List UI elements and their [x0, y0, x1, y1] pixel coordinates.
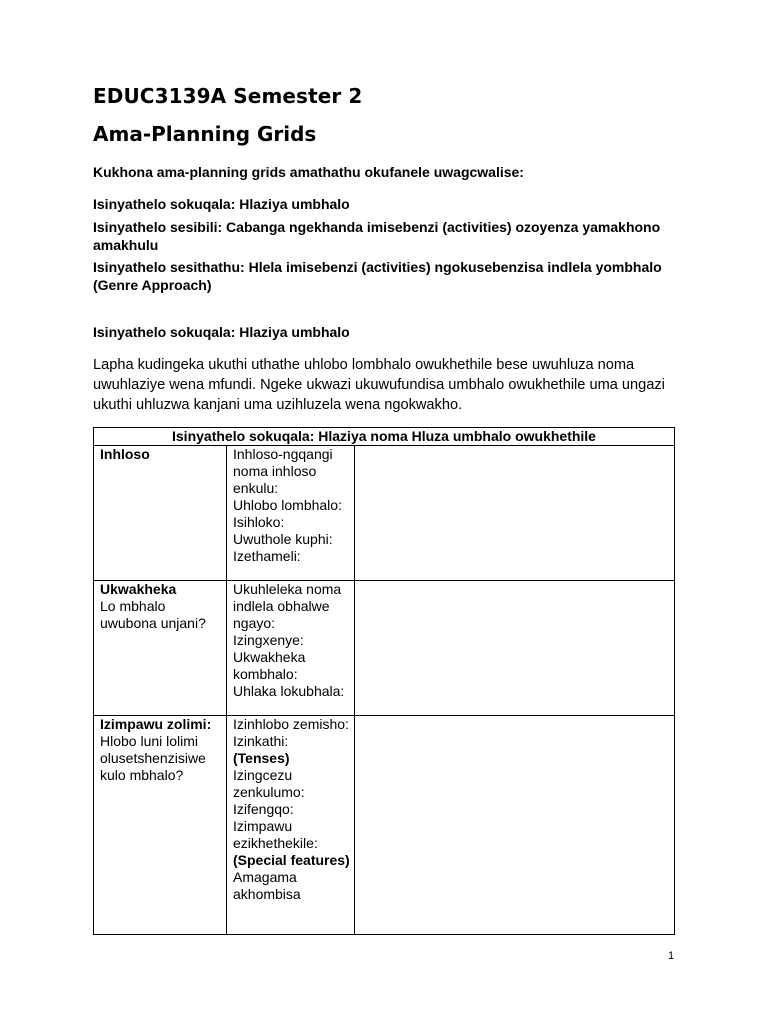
prompt-text: Uhlaka lokubhala:	[233, 683, 345, 699]
table-header: Isinyathelo sokuqala: Hlaziya noma Hluza umbhalo owukhethile	[94, 428, 675, 446]
section-heading: Isinyathelo sokuqala: Hlaziya umbhalo	[93, 324, 350, 340]
step-three-text: Isinyathelo sesithathu: Hlela imisebenzi (activities) ngokusebenzisa indlela yombhalo (Genre Approach)	[93, 259, 662, 293]
document-subtitle: Ama-Planning Grids	[93, 122, 317, 146]
prompt-text: Izinhlobo zemisho:	[233, 716, 349, 732]
prompt-text: Izingcezu zenkulumo:	[233, 767, 305, 800]
row-label: Izimpawu zolimi:	[100, 716, 212, 732]
prompt-text: Izinkathi:	[233, 733, 289, 749]
answer-cell[interactable]	[355, 716, 675, 935]
prompt-cell	[227, 716, 355, 935]
step-two-text: Isinyathelo sesibili: Cabanga ngekhanda imisebenzi (activities) ozoyenza yamakhono amakhulu	[93, 219, 661, 253]
row-label-question: Lo mbhalo uwubona unjani?	[100, 598, 206, 631]
table-row-izimpawu-zolimi	[94, 716, 675, 935]
prompt-text: Uhlobo lombhalo:	[233, 497, 342, 513]
document-title: EDUC3139A Semester 2	[93, 84, 363, 108]
prompt-text: Izifengqo:	[233, 801, 294, 817]
row-label-cell	[94, 581, 227, 716]
intro-text: Kukhona ama-planning grids amathathu okufanele uwagcwalise:	[93, 164, 524, 180]
answer-cell[interactable]	[355, 581, 675, 716]
table-row-inhloso	[94, 446, 675, 581]
prompt-text: (Tenses)	[233, 750, 290, 766]
answer-cell[interactable]	[355, 446, 675, 581]
prompt-text: Uwuthole kuphi:	[233, 531, 333, 547]
prompt-text: Ukuhleleka noma indlela obhalwe ngayo:	[233, 581, 342, 631]
prompt-text: Inhloso-ngqangi noma inhloso enkulu:	[233, 446, 333, 496]
table-header-row	[94, 428, 675, 446]
prompt-text: Isihloko:	[233, 514, 285, 530]
prompt-text: Izingxenye:	[233, 632, 304, 648]
page-number: 1	[668, 950, 675, 962]
prompt-text: Izethameli:	[233, 548, 301, 564]
body-paragraph: Lapha kudingeka ukuthi uthathe uhlobo lombhalo owukhethile bese uwuhluza noma uwuhlaziye wena mfundi. Ngeke ukwazi ukuwufundisa umbhalo owukhethile uma ungazi ukuthi uhluzwa kanjani uma uzihluzela wena ngokwakho.	[93, 357, 665, 413]
prompt-cell	[227, 581, 355, 716]
row-label-question: Hlobo luni lolimi olusetshenzisiwe kulo mbhalo?	[100, 733, 206, 783]
table-row-ukwakheka	[94, 581, 675, 716]
prompt-text: Izimpawu ezikhethekile:	[233, 818, 318, 851]
planning-grid-table	[93, 427, 675, 935]
row-label-cell	[94, 446, 227, 581]
prompt-cell	[227, 446, 355, 581]
prompt-text: (Special features)	[233, 852, 350, 868]
row-label: Inhloso	[100, 446, 150, 462]
step-one-text: Isinyathelo sokuqala: Hlaziya umbhalo	[93, 196, 350, 212]
prompt-text: Amagama akhombisa	[233, 869, 301, 902]
prompt-text: Ukwakheka kombhalo:	[233, 649, 306, 682]
row-label-cell	[94, 716, 227, 935]
row-label: Ukwakheka	[100, 581, 177, 597]
